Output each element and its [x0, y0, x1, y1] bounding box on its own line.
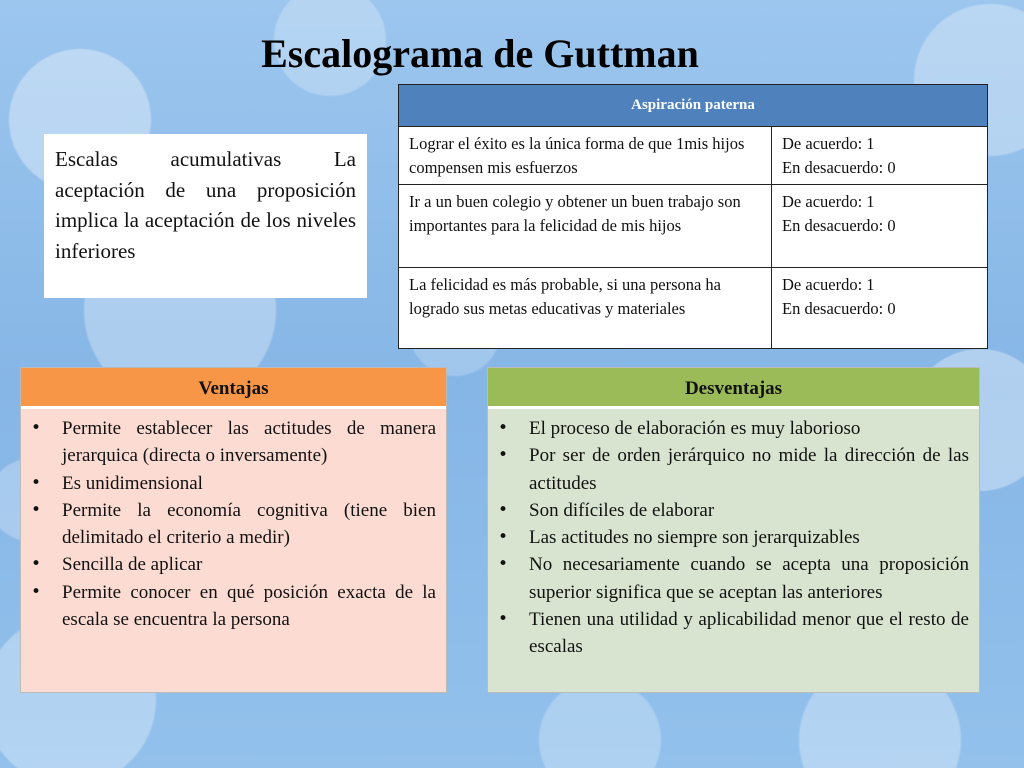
- list-item: • Por ser de orden jerárquico no mide la dirección de las actitudes: [498, 442, 969, 497]
- aspiration-table: [398, 84, 988, 349]
- disadvantages-heading: Desventajas: [488, 368, 979, 409]
- disadvantages-list: [488, 409, 979, 661]
- score-cell: [772, 185, 988, 268]
- statement-cell: La felicidad es más probable, si una persona ha logrado sus metas educativas y materiales: [399, 268, 772, 349]
- list-item: • Sencilla de aplicar: [31, 551, 436, 578]
- agree-score: De acuerdo: 1: [782, 275, 875, 294]
- aspiration-table-header: Aspiración paterna: [399, 85, 988, 127]
- list-item: • Son difíciles de elaborar: [498, 497, 969, 524]
- agree-score: De acuerdo: 1: [782, 134, 875, 153]
- agree-score: De acuerdo: 1: [782, 192, 875, 211]
- slide-title: Escalograma de Guttman: [261, 31, 699, 76]
- disagree-score: En desacuerdo: 0: [782, 298, 896, 318]
- disagree-score: En desacuerdo: 0: [782, 215, 896, 235]
- list-item: • Las actitudes no siempre son jerarquizables: [498, 524, 969, 551]
- table-row: [399, 185, 988, 268]
- advantages-panel: [20, 367, 447, 693]
- score-cell: [772, 268, 988, 349]
- list-item: • Permite conocer en qué posición exacta de la escala se encuentra la persona: [31, 579, 436, 634]
- definition-box: Escalas acumulativas La aceptación de una proposición implica la aceptación de los niveles inferiores: [44, 134, 367, 298]
- disagree-score: En desacuerdo: 0: [782, 157, 896, 177]
- advantages-list: [21, 409, 446, 633]
- disadvantages-panel: [487, 367, 980, 693]
- table-row: [399, 127, 988, 185]
- list-item: • Es unidimensional: [31, 470, 436, 497]
- advantages-heading: Ventajas: [21, 368, 446, 409]
- list-item: • No necesariamente cuando se acepta una proposición superior significa que se aceptan las anteriores: [498, 551, 969, 606]
- list-item: • Permite la economía cognitiva (tiene bien delimitado el criterio a medir): [31, 497, 436, 552]
- table-row: [399, 268, 988, 349]
- statement-cell: Lograr el éxito es la única forma de que 1mis hijos compensen mis esfuerzos: [399, 127, 772, 185]
- list-item: • Permite establecer las actitudes de manera jerarquica (directa o inversamente): [31, 415, 436, 470]
- statement-cell: Ir a un buen colegio y obtener un buen trabajo son importantes para la felicidad de mis hijos: [399, 185, 772, 268]
- score-cell: [772, 127, 988, 185]
- list-item: • El proceso de elaboración es muy laborioso: [498, 415, 969, 442]
- list-item: • Tienen una utilidad y aplicabilidad menor que el resto de escalas: [498, 606, 969, 661]
